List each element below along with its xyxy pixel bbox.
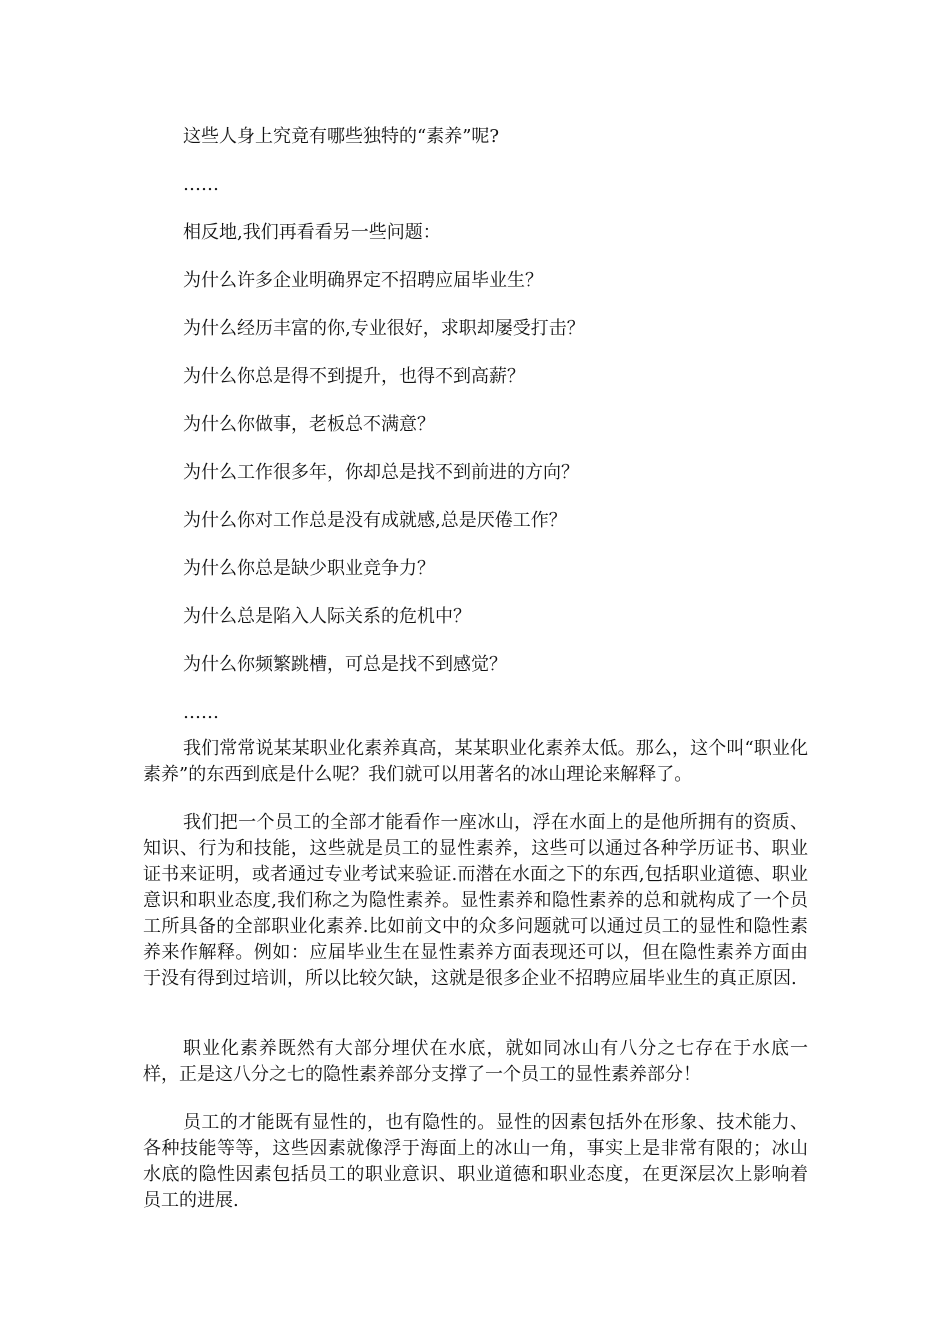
- question-intro-line: 这些人身上究竟有哪些独特的“素养”呢?: [183, 126, 500, 147]
- question-line: 为什么你做事，老板总不满意？: [183, 414, 435, 435]
- paragraph-hidden-qualities: 职业化素养既然有大部分埋伏在水底，就如同冰山有八分之七存在于水底一样，正是这八分之七的隐性素养部分支撑了一个员工的显性素养部分！: [143, 1038, 808, 1085]
- paragraph-explicit-implicit: 员工的才能既有显性的，也有隐性的。显性的因素包括外在形象、技术能力、各种技能等等，这些因素就像浮于海面上的冰山一角，事实上是非常有限的；冰山水底的隐性因素包括员工的职业意识、职业道德和职业态度，在更深层次上影响着员工的进展.: [143, 1112, 808, 1211]
- question-line: 为什么你对工作总是没有成就感,总是厌倦工作？: [183, 510, 567, 531]
- ellipsis-line: ……: [183, 702, 219, 723]
- question-line: 为什么经历丰富的你,专业很好，求职却屡受打击？: [183, 318, 585, 339]
- question-line: 为什么许多企业明确界定不招聘应届毕业生？: [183, 270, 543, 291]
- contrast-intro-line: 相反地,我们再看看另一些问题：: [183, 222, 441, 243]
- ellipsis-line: ……: [183, 174, 219, 195]
- question-line: 为什么你总是缺少职业竞争力？: [183, 558, 435, 579]
- question-line: 为什么工作很多年，你却总是找不到前进的方向？: [183, 462, 579, 483]
- question-line: 为什么你频繁跳槽，可总是找不到感觉？: [183, 654, 507, 675]
- question-line: 为什么总是陷入人际关系的危机中？: [183, 606, 471, 627]
- paragraph-iceberg-explanation: 我们把一个员工的全部才能看作一座冰山，浮在水面上的是他所拥有的资质、知识、行为和技能，这些就是员工的显性素养，这些可以通过各种学历证书、职业证书来证明，或者通过专业考试来验证.而潜在水面之下的东西,包括职业道德、职业意识和职业态度,我们称之为隐性素养。显性素养和隐性素养的总和就构成了一个员工所具备的全部职业化素养.比如前文中的众多问题就可以通过员工的显性和隐性素养来作解释。例如：应届毕业生在显性素养方面表现还可以，但在隐性素养方面由于没有得到过培训，所以比较欠缺，这就是很多企业不招聘应届毕业生的真正原因.: [143, 812, 808, 989]
- question-line: 为什么你总是得不到提升，也得不到高薪？: [183, 366, 525, 387]
- paragraph-iceberg-intro: 我们常常说某某职业化素养真高，某某职业化素养太低。那么，这个叫“职业化素养”的东西到底是什么呢？我们就可以用著名的冰山理论来解释了。: [143, 738, 808, 785]
